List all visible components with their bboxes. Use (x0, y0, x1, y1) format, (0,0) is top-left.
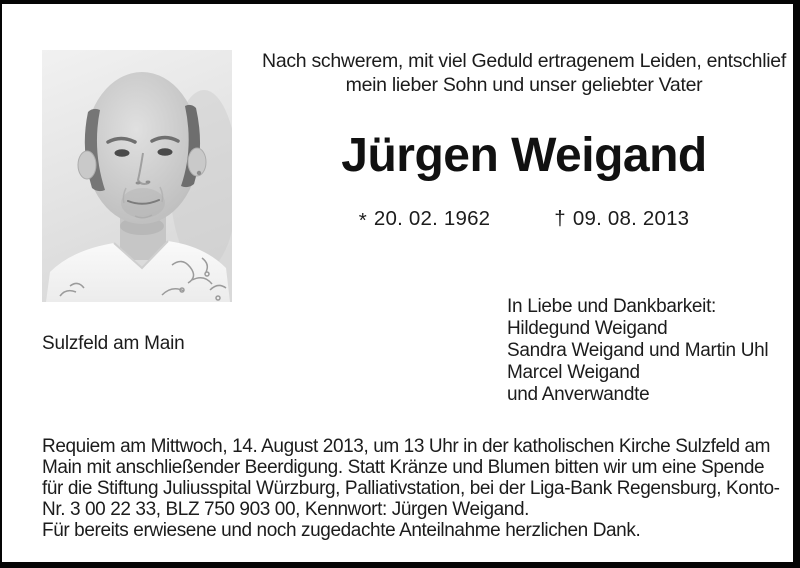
birth-star-symbol: * (358, 209, 367, 232)
intro-line-2: mein lieber Sohn und unser geliebter Vater (345, 73, 703, 96)
death-cross-symbol: † (554, 207, 566, 230)
intro-line-1: Nach schwerem, mit viel Geduld ertragenem Leiden, entschlief (262, 50, 786, 72)
funeral-details (42, 436, 780, 541)
mourners-heading: In Liebe und Dankbarkeit: (507, 296, 717, 317)
birth-date (359, 207, 491, 231)
death-date-value: 09. 08. 2013 (572, 207, 690, 230)
funeral-details-line: Nr. 3 00 22 33, BLZ 750 903 00, Kennwort: Jürgen Weigand. (42, 499, 530, 520)
funeral-details-line: Für bereits erwiesene und noch zugedachte Anteilnahme herzlichen Dank. (42, 520, 641, 541)
funeral-details-line: für die Stiftung Juliusspital Würzburg, Palliativstation, bei der Liga-Bank Regensburg, Konto- (42, 478, 780, 499)
mourners-block (507, 296, 768, 406)
portrait-photo (42, 50, 232, 302)
life-dates (250, 207, 798, 231)
mourner-line: Hildegund Weigand (507, 318, 668, 339)
deceased-name: Jürgen Weigand (341, 129, 707, 182)
mourner-line: und Anverwandte (507, 384, 650, 405)
birth-date-value: 20. 02. 1962 (373, 207, 491, 230)
mourner-line: Marcel Weigand (507, 362, 640, 383)
death-date (554, 207, 689, 231)
funeral-details-line: Requiem am Mittwoch, 14. August 2013, um 13 Uhr in der katholischen Kirche Sulzfeld am (42, 436, 771, 457)
notice-paper (2, 4, 793, 562)
funeral-details-line: Main mit anschließender Beerdigung. Statt Kränze und Blumen bitten wir um eine Spende (42, 457, 765, 478)
city-label: Sulzfeld am Main (42, 333, 185, 354)
intro-text (250, 50, 798, 97)
mourner-line: Sandra Weigand und Martin Uhl (507, 340, 769, 361)
